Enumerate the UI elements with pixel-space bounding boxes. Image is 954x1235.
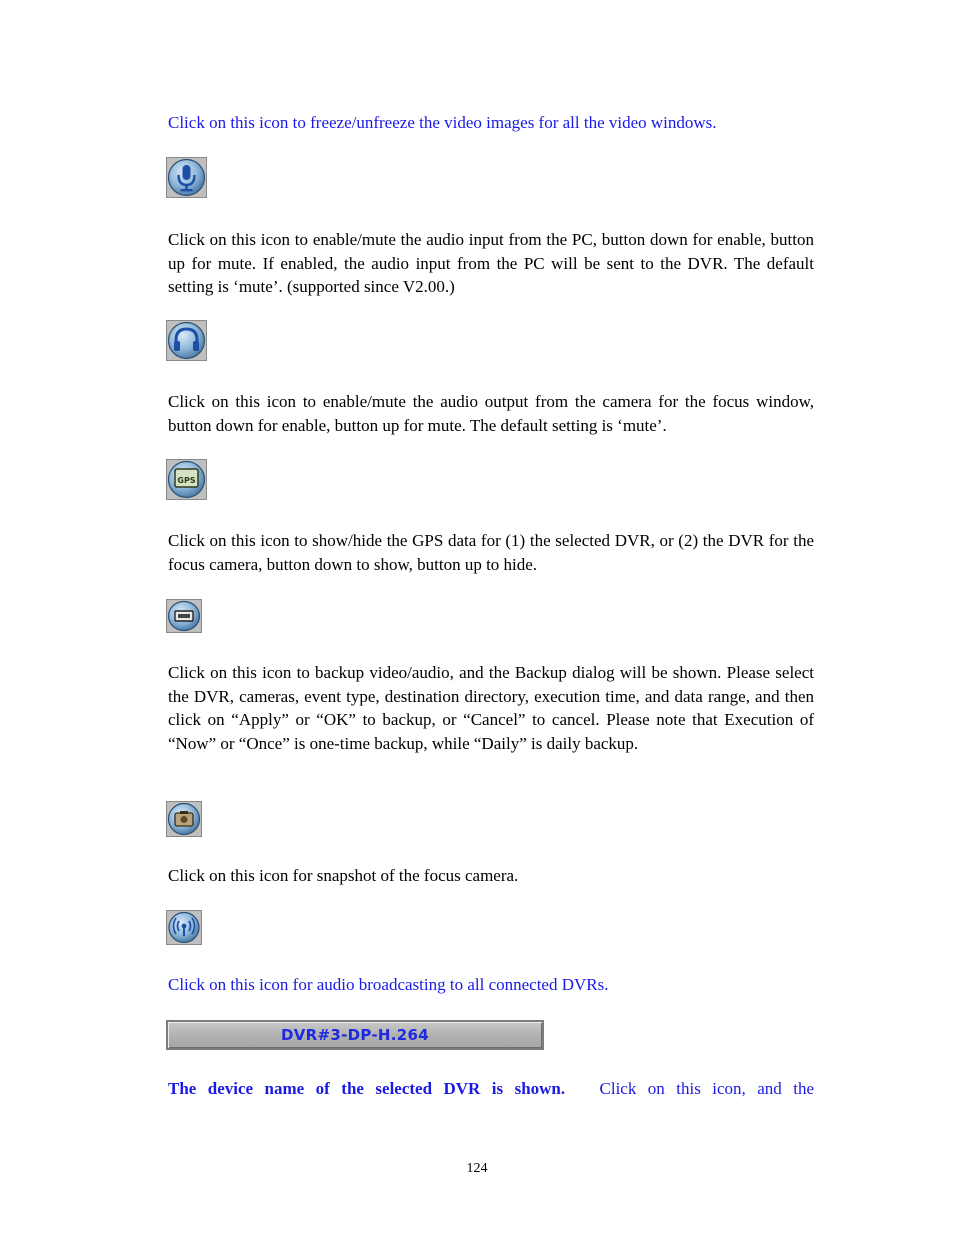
snapshot-description: Click on this icon for snapshot of the focus camera. [168,866,519,885]
headphone-description: Click on this icon to enable/mute the audio output from the camera for the focus window, button down for enable, button up for mute. The default setting is ‘mute’. [168,392,814,435]
page-number: 124 [466,1161,488,1176]
device-description-rest: Click on this icon, and the [599,1079,815,1098]
gps-icon[interactable] [166,459,207,500]
device-name-label: DVR#3-DP-H.264 [280,1026,429,1044]
backup-icon[interactable] [166,599,202,633]
backup-description: Click on this icon to backup video/audio, and the Backup dialog will be shown. Please select the DVR, cameras, event type, destination directory, execution time, and data range, and then click on “Apply” or “OK” to backup, or “Cancel” to cancel. Please note that Execution of “Now” or “Once” is one-time backup, while “Daily” is daily backup. [168,663,814,753]
mic-description: Click on this icon to enable/mute the audio input from the PC, button down for enable, button up for mute. If enabled, the audio input from the PC will be sent to the DVR. The default setting is ‘mute’. (supported since V2.00.) [168,230,814,296]
freeze-description: Click on this icon to freeze/unfreeze the video images for all the video windows. [168,113,717,132]
headphone-icon[interactable] [166,320,207,361]
gps-description: Click on this icon to show/hide the GPS data for (1) the selected DVR, or (2) the DVR for the focus camera, button down to show, button up to hide. [168,531,814,574]
device-name-bar[interactable] [166,1020,544,1050]
microphone-icon[interactable] [166,157,207,198]
gps-icon-label: GPS [177,476,196,485]
broadcast-description: Click on this icon for audio broadcasting to all connected DVRs. [168,975,609,994]
device-description [168,1077,814,1101]
device-description-bold: The device name of the selected DVR is shown. [168,1079,566,1098]
broadcast-icon[interactable] [166,910,202,945]
camera-icon[interactable] [166,801,202,837]
